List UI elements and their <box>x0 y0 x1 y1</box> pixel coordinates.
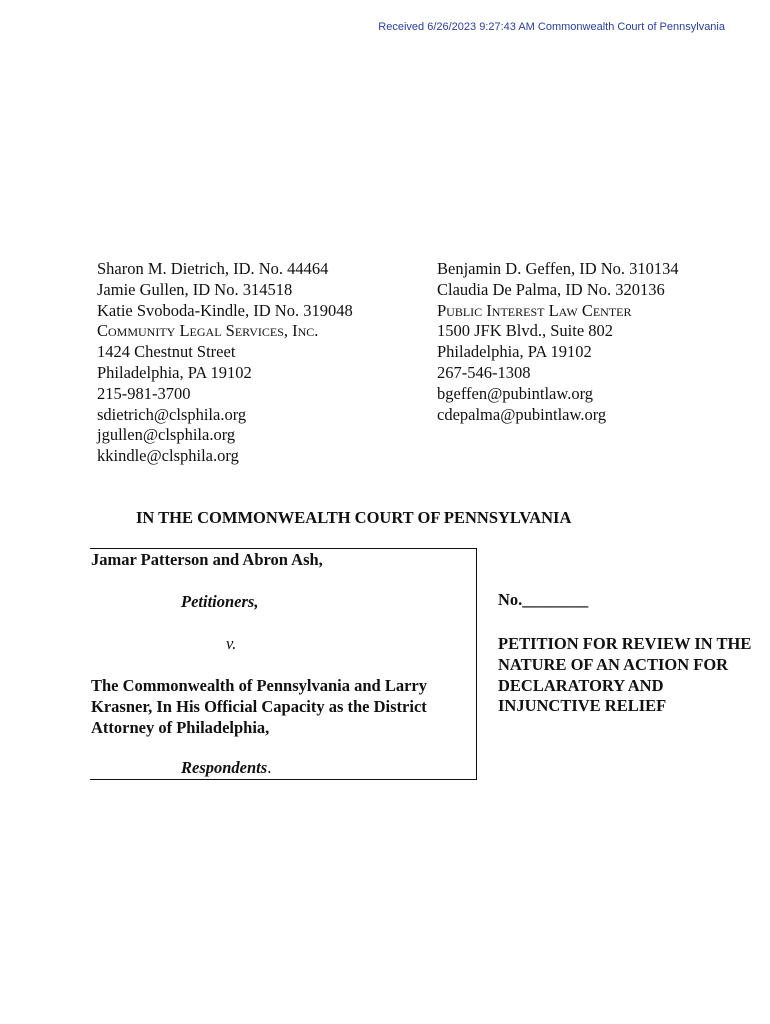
versus-label: v. <box>226 634 237 653</box>
respondents-label <box>181 758 271 778</box>
document-title: PETITION FOR REVIEW IN THE NATURE OF AN ACTION FOR DECLARATORY AND INJUNCTIVE RELIEF <box>498 634 752 716</box>
petitioners-counsel-block-pilc <box>437 259 679 425</box>
court-received-stamp: Received 6/26/2023 9:27:43 AM Commonwealth Court of Pennsylvania <box>378 21 725 33</box>
attorney-name: Sharon M. Dietrich, ID. No. 44464 <box>97 259 329 278</box>
email-address: cdepalma@pubintlaw.org <box>437 404 607 424</box>
city-state-zip: Philadelphia, PA 19102 <box>437 342 592 362</box>
law-firm-name: Public Interest Law Center <box>437 300 632 320</box>
case-caption-box <box>90 548 477 780</box>
petitioners-names: Jamar Patterson and Abron Ash, <box>91 550 323 569</box>
street-address: 1424 Chestnut Street <box>97 342 236 362</box>
email-address: bgeffen@pubintlaw.org <box>437 383 594 403</box>
respondents-names: The Commonwealth of Pennsylvania and Larry Krasner, In His Official Capacity as the District Attorney of Philadelphia, <box>91 676 427 737</box>
respondents-label-period: . <box>267 758 272 777</box>
street-address: 1500 JFK Blvd., Suite 802 <box>437 321 614 341</box>
city-state-zip: Philadelphia, PA 19102 <box>97 362 252 382</box>
email-address: sdietrich@clsphila.org <box>97 404 247 424</box>
petitioners-counsel-block-cls <box>97 259 353 467</box>
petitioners-label: Petitioners, <box>181 592 259 611</box>
phone-number: 215-981-3700 <box>97 383 191 403</box>
phone-number: 267-546-1308 <box>437 362 531 382</box>
attorney-name: Benjamin D. Geffen, ID No. 310134 <box>437 259 679 278</box>
court-heading: IN THE COMMONWEALTH COURT OF PENNSYLVANIA <box>136 508 572 527</box>
email-address: kkindle@clsphila.org <box>97 446 239 466</box>
law-firm-name: Community Legal Services, Inc. <box>97 321 319 341</box>
attorney-name: Claudia De Palma, ID No. 320136 <box>437 279 665 299</box>
attorney-name: Katie Svoboda-Kindle, ID No. 319048 <box>97 300 353 320</box>
docket-number: No.________ <box>498 590 589 609</box>
respondents-label-text: Respondents <box>181 758 268 777</box>
email-address: jgullen@clsphila.org <box>97 425 236 445</box>
attorney-name: Jamie Gullen, ID No. 314518 <box>97 279 293 299</box>
